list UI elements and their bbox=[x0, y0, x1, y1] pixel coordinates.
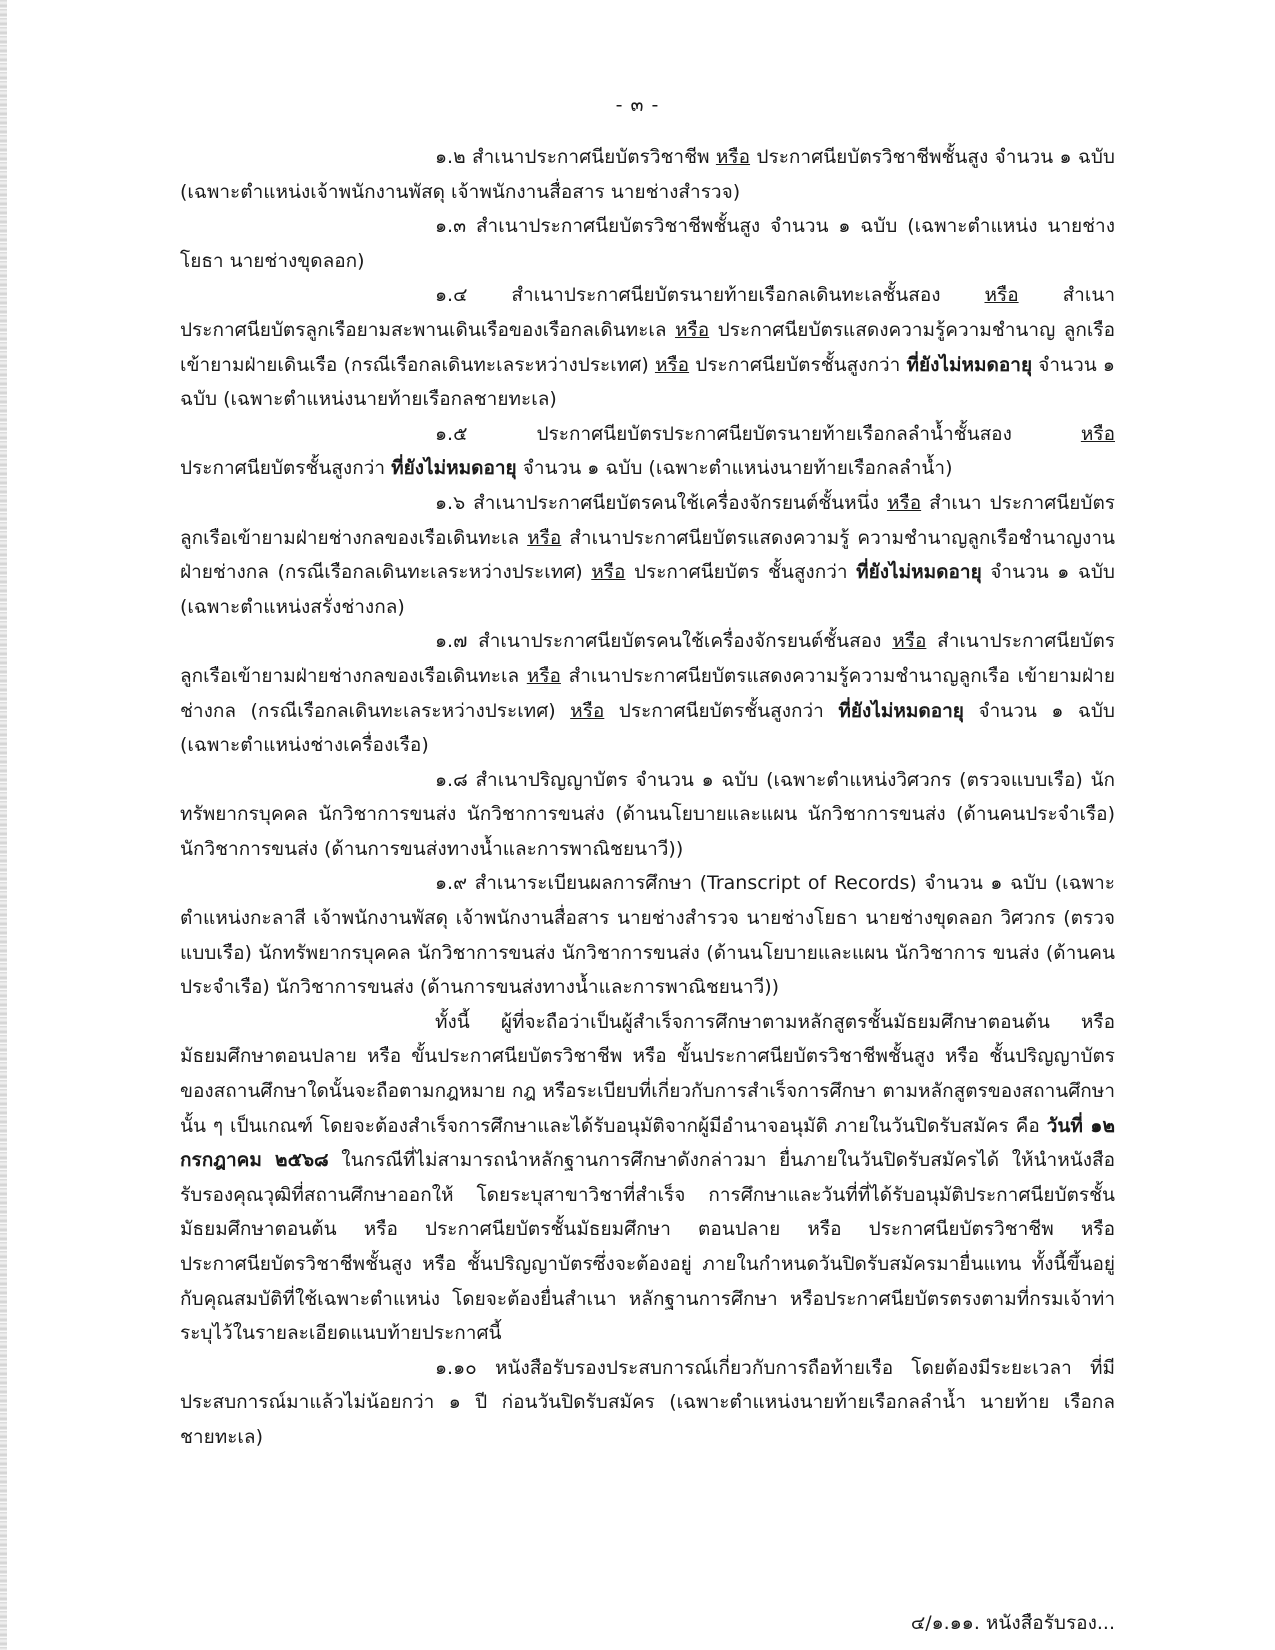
text-run: ประกาศนียบัตรแสดงความรู้ความชำนาญ ลูกเรือเข้ายามฝ่ายเดินเรือ (กรณีเรือกลเดินทะเลระหว่างประเทศ) bbox=[180, 318, 1115, 376]
text-run: ๑.๖ สำเนาประกาศนียบัตรคนใช้เครื่องจักรยนต์ชั้นหนึ่ง bbox=[435, 491, 887, 514]
text-run: สำเนาประกาศนียบัตรแสดงความรู้ความชำนาญลูกเรือ เข้ายามฝ่ายช่างกล (กรณีเรือกลเดินทะเลระหว่างประเทศ) bbox=[180, 664, 1115, 722]
scan-edge-artifact bbox=[0, 0, 7, 1650]
paragraph bbox=[180, 209, 1115, 278]
text-run: ประกาศนียบัตร ชั้นสูงกว่า bbox=[625, 561, 857, 584]
paragraph bbox=[180, 1005, 1115, 1351]
text-run: ประกาศนียบัตรวิชาชีพชั้นสูง จำนวน ๑ ฉบับ (เฉพาะตำแหน่งเจ้าพนักงานพัสดุ เจ้าพนักงานสื่อสาร นายช่างสำรวจ) bbox=[180, 146, 1115, 203]
text-run: ทั้งนี้ ผู้ที่จะถือว่าเป็นผู้สำเร็จการศึกษาตามหลักสูตรชั้นมัธยมศึกษาตอนต้น หรือ มัธยมศึกษาตอนปลาย หรือ ขั้นประกาศนียบัตรวิชาชีพ หรือ ขั้นประกาศนียบัตรวิชาชีพชั้นสูง หรือ ชั้นปริญญาบัตรของสถานศึกษาใดนั้นจะถือตามกฎหมาย กฎ หรือระเบียบที่เกี่ยวกับการสำเร็จการศึกษา ตามหลักสูตรของสถานศึกษานั้น ๆ เป็นเกณฑ์ โดยจะต้องสำเร็จการศึกษาและได้รับอนุมัติจากผู้มีอำนาจอนุมัติ ภายในวันปิดรับสมัคร คือ bbox=[180, 1010, 1115, 1137]
paragraph bbox=[180, 278, 1115, 416]
text-run: ๑.๗ สำเนาประกาศนียบัตรคนใช้เครื่องจักรยนต์ชั้นสอง bbox=[435, 630, 893, 653]
underlined-or-keyword: หรือ bbox=[886, 491, 922, 514]
paragraph bbox=[180, 1351, 1115, 1455]
text-run: จำนวน ๑ ฉบับ (เฉพาะตำแหน่งนายท้ายเรือกลชายทะเล) bbox=[180, 353, 1115, 411]
paragraph bbox=[180, 140, 1115, 209]
bold-emphasis: ที่ยังไม่หมดอายุ bbox=[838, 699, 964, 722]
underlined-or-keyword: หรือ bbox=[675, 318, 710, 341]
underlined-or-keyword: หรือ bbox=[1080, 422, 1115, 445]
page-number: - ๓ - bbox=[615, 94, 660, 116]
underlined-or-keyword: หรือ bbox=[527, 526, 562, 549]
document-body bbox=[180, 140, 1115, 1455]
underlined-or-keyword: หรือ bbox=[591, 561, 626, 584]
paragraph bbox=[180, 866, 1115, 1004]
text-run: จำนวน ๑ ฉบับ (เฉพาะตำแหน่งช่างเครื่องเรือ) bbox=[180, 699, 1115, 757]
underlined-or-keyword: หรือ bbox=[984, 284, 1019, 307]
paragraph bbox=[180, 624, 1115, 762]
text-run: สำเนา ประกาศนียบัตรลูกเรือยามสะพานเดินเรือของเรือกลเดินทะเล bbox=[180, 284, 1115, 341]
text-run: ๑.๕ ประกาศนียบัตรประกาศนียบัตรนายท้ายเรือกลลำน้ำชั้นสอง bbox=[435, 422, 1081, 445]
paragraph bbox=[180, 763, 1115, 867]
bold-emphasis: ที่ยังไม่หมดอายุ bbox=[906, 353, 1033, 376]
text-run: ๑.๑๐ หนังสือรับรองประสบการณ์เกี่ยวกับการถือท้ายเรือ โดยต้องมีระยะเวลา ที่มีประสบการณ์มาแล้วไม่น้อยกว่า ๑ ปี ก่อนวันปิดรับสมัคร (เฉพาะตำแหน่งนายท้ายเรือกลลำน้ำ นายท้าย เรือกลชายทะเล) bbox=[180, 1356, 1115, 1448]
bold-emphasis: ที่ยังไม่หมดอายุ bbox=[856, 561, 982, 584]
text-run: ๑.๘ สำเนาปริญญาบัตร จำนวน ๑ ฉบับ (เฉพาะตำแหน่งวิศวกร (ตรวจแบบเรือ) นักทรัพยากรบุคคล นักวิชาการขนส่ง นักวิชาการขนส่ง (ด้านนโยบายและแผน นักวิชาการขนส่ง (ด้านคนประจำเรือ) นักวิชาการขนส่ง (ด้านการขนส่งทางน้ำและการพาณิชยนาวี)) bbox=[180, 768, 1115, 860]
text-run: ๑.๒ สำเนาประกาศนียบัตรวิชาชีพ bbox=[435, 146, 716, 168]
underlined-or-keyword: หรือ bbox=[715, 146, 751, 168]
bold-emphasis: วันที่ ๑๒ กรกฎาคม ๒๕๖๘ bbox=[180, 1114, 1115, 1172]
text-run: สำเนาประกาศนียบัตร ลูกเรือเข้ายามฝ่ายช่างกลของเรือเดินทะเล bbox=[180, 630, 1115, 687]
text-run: จำนวน ๑ ฉบับ (เฉพาะตำแหน่งนายท้ายเรือกลลำน้ำ) bbox=[516, 457, 953, 480]
text-run: ประกาศนียบัตรชั้นสูงกว่า bbox=[180, 457, 392, 480]
underlined-or-keyword: หรือ bbox=[654, 353, 690, 376]
text-run: ประกาศนียบัตรชั้นสูงกว่า bbox=[604, 699, 839, 722]
underlined-or-keyword: หรือ bbox=[526, 664, 561, 687]
continuation-note: ๔/๑.๑๑. หนังสือรับรอง... bbox=[910, 1612, 1115, 1634]
text-run: ประกาศนียบัตรชั้นสูงกว่า bbox=[689, 353, 907, 376]
paragraph bbox=[180, 417, 1115, 486]
underlined-or-keyword: หรือ bbox=[892, 630, 927, 653]
text-run: ๑.๔ สำเนาประกาศนียบัตรนายท้ายเรือกลเดินทะเลชั้นสอง bbox=[435, 284, 985, 307]
text-run: ในกรณีที่ไม่สามารถนำหลักฐานการศึกษาดังกล่าวมา ยื่นภายในวันปิดรับสมัครได้ ให้นำหนังสือรับรองคุณวุฒิที่สถานศึกษาออกให้ โดยระบุสาขาวิชาที่สำเร็จ การศึกษาและวันที่ที่ได้รับอนุมัติประกาศนียบัตรชั้นมัธยมศึกษาตอนต้น หรือ ประกาศนียบัตรชั้นมัธยมศึกษา ตอนปลาย หรือ ประกาศนียบัตรวิชาชีพ หรือ ประกาศนียบัตรวิชาชีพชั้นสูง หรือ ชั้นปริญญาบัตรซึ่งจะต้องอยู่ ภายในกำหนดวันปิดรับสมัครมายื่นแทน ทั้งนี้ขึ้นอยู่กับคุณสมบัติที่ใช้เฉพาะตำแหน่ง โดยจะต้องยื่นสำเนา หลักฐานการศึกษา หรือประกาศนียบัตรตรงตามที่กรมเจ้าท่าระบุไว้ในรายละเอียดแนบท้ายประกาศนี้ bbox=[180, 1149, 1115, 1345]
text-run: ๑.๓ สำเนาประกาศนียบัตรวิชาชีพชั้นสูง จำนวน ๑ ฉบับ (เฉพาะตำแหน่ง นายช่างโยธา นายช่างขุดลอก) bbox=[180, 215, 1115, 272]
underlined-or-keyword: หรือ bbox=[570, 699, 605, 722]
text-run: สำเนา ประกาศนียบัตรลูกเรือเข้ายามฝ่ายช่างกลของเรือเดินทะเล bbox=[180, 491, 1115, 549]
paragraph bbox=[180, 486, 1115, 624]
bold-emphasis: ที่ยังไม่หมดอายุ bbox=[391, 457, 517, 480]
text-run: สำเนาประกาศนียบัตรแสดงความรู้ ความชำนาญลูกเรือชำนาญงานฝ่ายช่างกล (กรณีเรือกลเดินทะเลระหว่างประเทศ) bbox=[180, 526, 1115, 584]
text-run: ๑.๙ สำเนาระเบียนผลการศึกษา (Transcript of Records) จำนวน ๑ ฉบับ (เฉพาะตำแหน่งกะลาสี เจ้าพนักงานพัสดุ เจ้าพนักงานสื่อสาร นายช่างสำรวจ นายช่างโยธา นายช่างขุดลอก วิศวกร (ตรวจแบบเรือ) นักทรัพยากรบุคคล นักวิชาการขนส่ง นักวิชาการขนส่ง (ด้านนโยบายและแผน นักวิชาการ ขนส่ง (ด้านคนประจำเรือ) นักวิชาการขนส่ง (ด้านการขนส่งทางน้ำและการพาณิชยนาวี)) bbox=[180, 872, 1115, 999]
text-run: จำนวน ๑ ฉบับ (เฉพาะตำแหน่งสรั่งช่างกล) bbox=[180, 561, 1115, 618]
